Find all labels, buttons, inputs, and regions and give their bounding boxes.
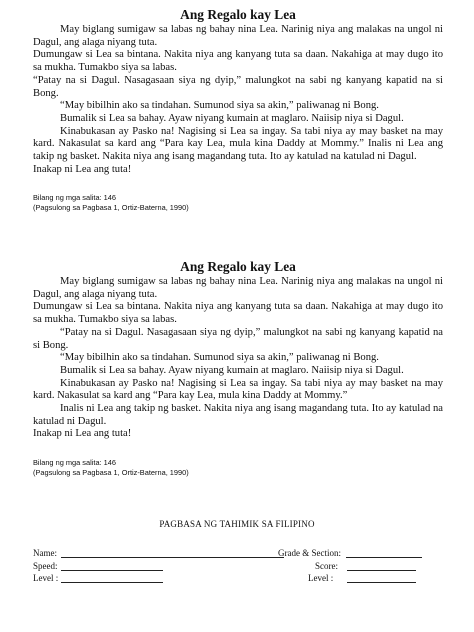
story-source: (Pagsulong sa Pagbasa 1, Ortiz-Baterna, 1990) [33,202,189,212]
grade-section-label: Grade & Section: [278,548,341,558]
score-label: Score: [315,560,338,571]
student-info-form [33,548,453,586]
form-row-name [33,548,453,561]
story-title: Ang Regalo kay Lea [180,7,296,22]
form-row-speed [33,561,453,574]
story-block-1 [33,6,443,212]
grade-section-field[interactable] [346,557,422,558]
story-meta [33,193,443,212]
speed-field[interactable] [61,570,163,571]
level-label: Level : [33,573,59,583]
level-field[interactable] [61,582,163,583]
story-paragraph: Kinabukasan ay Pasko na! Nagising si Lea sa ingay. Sa tabi niya ay may basket na may kard. Nakasulat sa kard ang “Para kay Lea, mula kina Daddy at Mommy.” [33,377,443,402]
name-label: Name: [33,548,57,558]
story-paragraph: Dumungaw si Lea sa bintana. Nakita niya ang kanyang tuta sa daan. Nakahiga at may dugo ito sa mukha. Tumakbo siya sa labas. [33,301,443,326]
story-meta [33,458,443,477]
story-paragraph: Dumungaw si Lea sa bintana. Nakita niya ang kanyang tuta sa daan. Nakahiga at may dugo ito sa mukha. Tumakbo siya sa labas. [33,49,443,74]
story-paragraph: “May bibilhin ako sa tindahan. Sumunod siya sa akin,” paliwanag ni Bong. [60,100,379,112]
story-paragraph: Inalis ni Lea ang takip ng basket. Nakita niya ang isang magandang tuta. Ito ay katulad na katulad ni Dagul. [33,403,443,427]
story-source: (Pagsulong sa Pagbasa 1, Ortiz-Baterna, 1990) [33,467,189,477]
word-count: Bilang ng mga salita: 146 [33,458,116,468]
score-field[interactable] [347,570,416,571]
story-paragraph: Bumalik si Lea sa bahay. Ayaw niyang kumain at maglaro. Naiisip niya si Dagul. [60,112,404,124]
story-paragraph: May biglang sumigaw sa labas ng bahay nina Lea. Narinig niya ang malakas na ungol ni Dagul, ang alaga niyang tuta. [33,276,443,300]
story-paragraph: “Patay na si Dagul. Nasagasaan siya ng dyip,” malungkot na sabi ng kanyang kapatid na si Bong. [33,74,443,99]
story-paragraph: Kinabukasan ay Pasko na! Nagising si Lea sa ingay. Sa tabi niya ay may basket na may kard. Nakasulat sa kard ang “Para kay Lea, mula kina Daddy at Mommy.” Inalis ni Lea ang takip ng basket. Nakita niya ang isang magandang tuta. Ito ay katulad na katulad ni Dagul. [33,125,443,163]
word-count: Bilang ng mga salita: 146 [33,193,116,203]
story-title: Ang Regalo kay Lea [180,259,296,274]
level-field-2[interactable] [347,582,416,583]
story-block-2 [33,258,443,477]
form-heading: PAGBASA NG TAHIMIK SA FILIPINO [159,519,315,529]
story-paragraph: “May bibilhin ako sa tindahan. Sumunod siya sa akin,” paliwanag ni Bong. [60,352,379,364]
story-paragraph: Inakap ni Lea ang tuta! [33,428,132,440]
name-field[interactable] [61,557,284,558]
story-paragraph: Bumalik si Lea sa bahay. Ayaw niyang kumain at maglaro. Naiisip niya si Dagul. [60,364,404,376]
form-row-level [33,573,453,586]
story-paragraph: May biglang sumigaw sa labas ng bahay nina Lea. Narinig niya ang malakas na ungol ni Dagul, ang alaga niyang tuta. [33,24,443,48]
story-paragraph: “Patay na si Dagul. Nasagasaan siya ng dyip,” malungkot na sabi ng kanyang kapatid na si Bong. [33,326,443,351]
level-label-2: Level : [308,573,334,583]
story-paragraph: Inakap ni Lea ang tuta! [33,163,132,175]
speed-label: Speed: [33,560,58,571]
